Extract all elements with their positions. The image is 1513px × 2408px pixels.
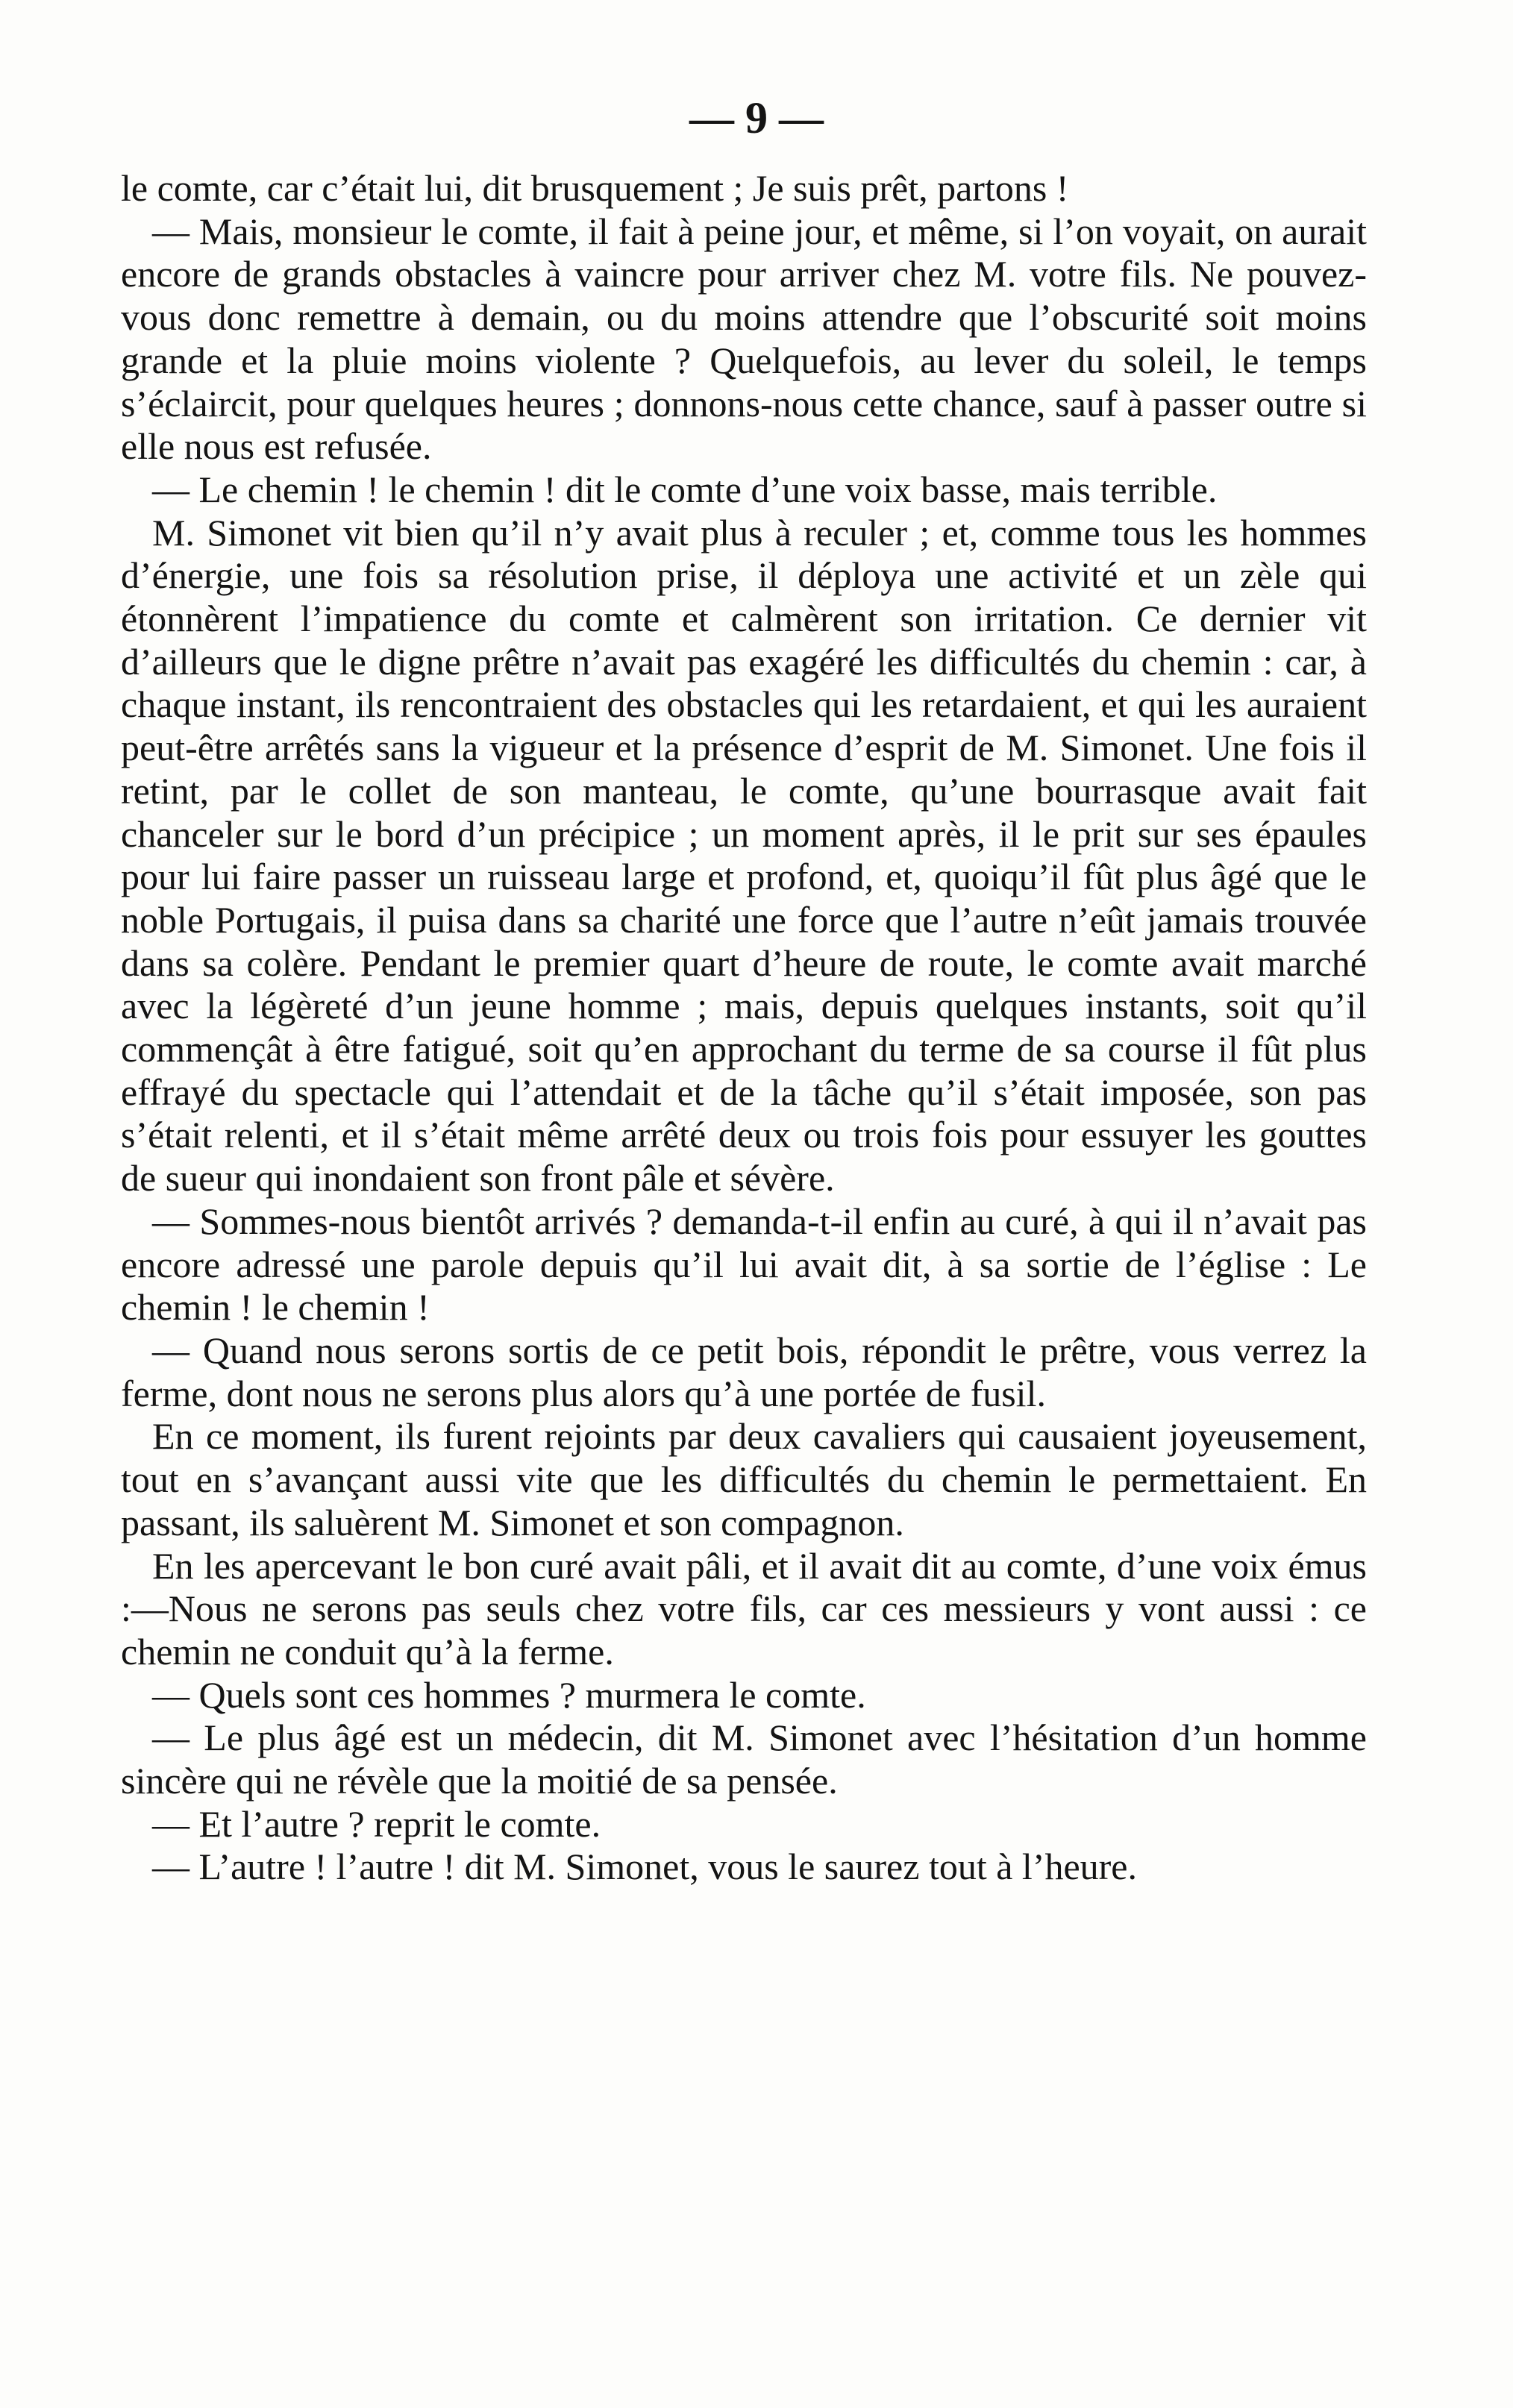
body-text: [121, 167, 1367, 1889]
paragraph: — Et l’autre ? reprit le comte.: [152, 1802, 601, 1845]
paragraph: M. Simonet vit bien qu’il n’y avait plus à reculer ; et, comme tous les hommes d’énergie, une fois sa résolution prise, il déploya une activité et un zèle qui étonnèrent l’impatience du comte et calmèrent son irritation. Ce dernier vit d’ailleurs que le digne prêtre n’avait pas exagéré les difficultés du chemin : car, à chaque instant, ils rencontraient des obstacles qui les retardaient, et qui les auraient peut-être arrêtés sans la vigueur et la présence d’esprit de M. Simonet. Une fois il retint, par le collet de son manteau, le comte, qu’une bourrasque avait fait chanceler sur le bord d’un précipice ; un moment après, il le prit sur ses épaules pour lui faire passer un ruisseau large et profond, et, quoiqu’il fût plus âgé que le noble Portugais, il puisa dans sa charité une force que l’autre n’eût jamais trouvée dans sa colère. Pendant le premier quart d’heure de route, le comte avait marché avec la légèreté d’un jeune homme ; mais, depuis quelques instants, soit qu’il commençât à être fatigué, soit qu’en approchant du terme de sa course il fût plus effrayé du spectacle qui l’attendait et de la tâche qu’il s’était imposée, son pas s’était relenti, et il s’était même arrêté deux ou trois fois pour essuyer les gouttes de sueur qui inondaient son front pâle et sévère.: [121, 511, 1367, 1200]
paragraph: le comte, car c’était lui, dit brusquement ; Je suis prêt, partons !: [121, 167, 1069, 209]
paragraph: — Quand nous serons sortis de ce petit bois, répondit le prêtre, vous verrez la ferme, dont nous ne serons plus alors qu’à une portée de fusil.: [121, 1329, 1367, 1414]
paragraph: — Le chemin ! le chemin ! dit le comte d’une voix basse, mais terrible.: [152, 468, 1218, 510]
paragraph: En ce moment, ils furent rejoints par deux cavaliers qui causaient joyeusement, tout en s’avançant aussi vite que les difficultés du chemin le permettaient. En passant, ils saluèrent M. Simonet et son compagnon.: [121, 1415, 1367, 1543]
page-number: — 9 —: [689, 93, 824, 142]
paragraph: — Quels sont ces hommes ? murmera le comte.: [152, 1673, 866, 1716]
paragraph: En les apercevant le bon curé avait pâli, et il avait dit au comte, d’une voix émus :—Nous ne serons pas seuls chez votre fils, car ces messieurs y vont aussi : ce chemin ne conduit qu’à la ferme.: [121, 1544, 1367, 1672]
paragraph: — L’autre ! l’autre ! dit M. Simonet, vous le saurez tout à l’heure.: [152, 1846, 1137, 1888]
paragraph: — Mais, monsieur le comte, il fait à peine jour, et même, si l’on voyait, on aurait encore de grands obstacles à vaincre pour arriver chez M. votre fils. Ne pouvez-vous donc remettre à demain, ou du moins attendre que l’obscurité soit moins grande et la pluie moins violente ? Quelquefois, au lever du soleil, le temps s’éclaircit, pour quelques heures ; donnons-nous cette chance, sauf à passer outre si elle nous est refusée.: [121, 210, 1367, 468]
paragraph: — Le plus âgé est un médecin, dit M. Simonet avec l’hésitation d’un homme sincère qui ne révèle que la moitié de sa pensée.: [121, 1716, 1367, 1802]
paragraph: — Sommes-nous bientôt arrivés ? demanda-t-il enfin au curé, à qui il n’avait pas encore adressé une parole depuis qu’il lui avait dit, à sa sortie de l’église : Le chemin ! le chemin !: [121, 1200, 1367, 1329]
